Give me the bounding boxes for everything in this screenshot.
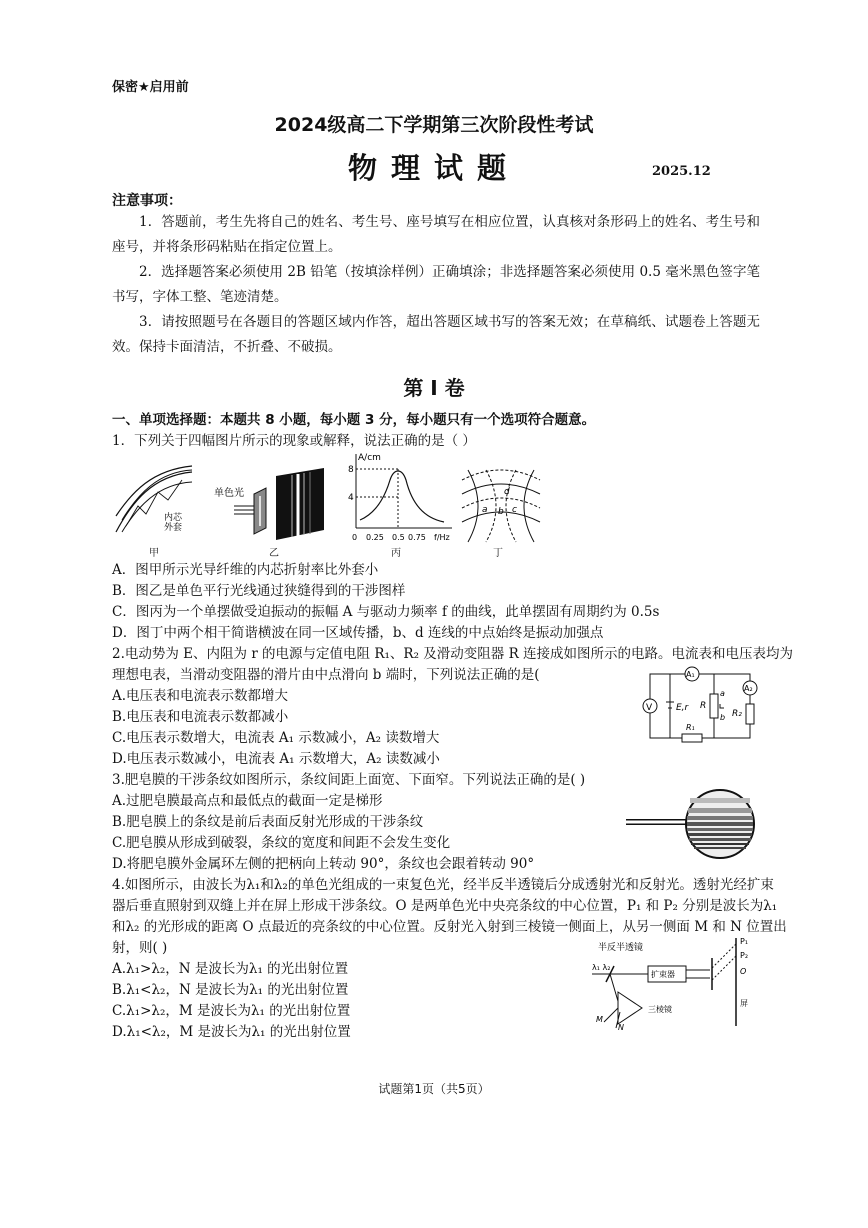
notice-item-3: 3．请按照题号在各题目的答题区域内作答，超出答题区域书写的答案无效；在草稿纸、试题卷上答题无效。保持卡面清洁，不折叠、不破损。	[112, 314, 760, 355]
r1-label: R₁	[686, 723, 695, 732]
screen-label: 屏	[740, 999, 748, 1008]
q1-option-c: C．图丙为一个单摆做受迫振动的振幅 A 与驱动力频率 f 的曲线，此单摆固有周期约为 0.5s	[112, 604, 660, 620]
circuit-diagram	[636, 664, 762, 748]
fig-label-ding: 丁	[493, 548, 503, 559]
q3-option-a: A.过肥皂膜最高点和最低点的截面一定是梯形	[112, 793, 383, 809]
q3-option-d: D.将肥皂膜外金属环左侧的把柄向上转动 90°，条纹也会跟着转动 90°	[112, 856, 535, 872]
point-d: d	[504, 487, 510, 497]
tick-4: 4	[348, 493, 354, 503]
tick-0: 0	[352, 533, 358, 542]
optics-setup-figure	[592, 936, 762, 1030]
p1-label: P₁	[740, 937, 749, 946]
ammeter-a1-label: A₁	[686, 670, 695, 679]
q4-stem-line2: 器后垂直照射到双缝上并在屏上形成干涉条纹。O 是两单色光中央亮条纹的中心位置，P₁ 和 P₂ 分别是波长为λ₁	[112, 898, 778, 914]
q1-stem: 1．下列关于四幅图片所示的现象或解释，说法正确的是（ ）	[112, 433, 476, 449]
source-label: E,r	[676, 703, 689, 713]
expander-label: 扩束器	[651, 970, 675, 979]
p2-label: P₂	[740, 951, 749, 960]
outer-cladding-label: 外套	[164, 523, 183, 533]
notice-item-1: 1．答题前，考生先将自己的姓名、考生号、座号填写在相应位置，认真核对条形码上的姓名、考生号和座号，并将条形码粘贴在指定位置上。	[112, 214, 760, 255]
q4-option-d: D.λ₁<λ₂，M 是波长为λ₁ 的光出射位置	[112, 1024, 351, 1040]
slit-figure	[214, 466, 330, 546]
amplitude-axis-label: A/cm	[358, 453, 381, 463]
q3-option-c: C.肥皂膜从形成到破裂，条纹的宽度和间距不会发生变化	[112, 835, 451, 851]
freq-axis-label: f/Hz	[434, 533, 450, 542]
exam-title: 2024级高二下学期第三次阶段性考试	[274, 114, 594, 136]
fig-label-yi: 乙	[269, 548, 279, 559]
q4-stem-line4: 射，则( )	[112, 940, 168, 956]
r2-label: R₂	[732, 709, 742, 719]
point-c: c	[512, 505, 517, 515]
q2-option-c: C.电压表示数增大，电流表 A₁ 示数减小，A₂ 读数增大	[112, 730, 440, 746]
q4-option-b: B.λ₁<λ₂，N 是波长为λ₁ 的光出射位置	[112, 982, 349, 998]
tick-025: 0.25	[366, 533, 384, 542]
page-footer: 试题第1页（共5页）	[378, 1082, 490, 1096]
q1-option-b: B．图乙是单色平行光线通过狭缝得到的干涉图样	[112, 583, 406, 599]
fiber-figure	[112, 462, 196, 542]
fig-label-jia: 甲	[149, 548, 159, 559]
q3-option-b: B.肥皂膜上的条纹是前后表面反射光形成的干涉条纹	[112, 814, 424, 830]
resonance-chart	[340, 450, 456, 544]
q2-option-d: D.电压表示数减小，电流表 A₁ 示数增大，A₂ 读数减小	[112, 751, 440, 767]
q2-stem-line2: 理想电表，当滑动变阻器的滑片由中点滑向 b 端时，下列说法正确的是(	[112, 667, 540, 683]
point-b: b	[498, 507, 504, 517]
section-heading: 一、单项选择题：本题共 8 小题，每小题 3 分，每小题只有一个选项符合题意。	[112, 412, 596, 428]
n-label: N	[618, 1023, 624, 1030]
q2-option-a: A.电压表和电流表示数都增大	[112, 688, 289, 704]
q4-stem-line3: 和λ₂ 的光形成的距离 O 点最近的亮条纹的中心位置。反射光入射到三棱镜一侧面上，从另一侧面 M 和 N 位置出	[112, 919, 787, 935]
exam-date: 2025.12	[652, 164, 711, 179]
half-mirror-label: 半反半透镜	[598, 943, 644, 953]
notice-item-2: 2．选择题答案必须使用 2B 铅笔（按填涂样例）正确填涂；非选择题答案必须使用 0.5 毫米黑色签字笔书写，字体工整、笔迹清楚。	[112, 264, 760, 305]
q1-option-d: D．图丁中两个相干简谐横波在同一区域传播，b、d 连线的中点始终是振动加强点	[112, 625, 604, 641]
end-a-label: a	[720, 689, 725, 698]
point-a: a	[482, 505, 488, 515]
inner-core-label: 内芯	[164, 513, 183, 523]
end-b-label: b	[720, 713, 726, 722]
mono-light-label: 单色光	[214, 488, 244, 499]
rheostat-label: R	[700, 701, 707, 711]
q2-option-b: B.电压表和电流表示数都减小	[112, 709, 289, 725]
notice-heading: 注意事项：	[112, 193, 182, 209]
interference-figure	[458, 466, 544, 544]
q3-stem: 3.肥皂膜的干涉条纹如图所示，条纹间距上面宽、下面窄。下列说法正确的是( )	[112, 772, 586, 788]
tick-8: 8	[348, 465, 354, 475]
q2-stem-line1: 2.电动势为 E、内阻为 r 的电源与定值电阻 R₁、R₂ 及滑动变阻器 R 连接成如图所示的电路。电流表和电压表均为	[112, 646, 794, 662]
fig-label-bing: 丙	[391, 548, 401, 559]
soap-film-figure	[624, 788, 760, 860]
q4-stem-line1: 4.如图所示，由波长为λ₁和λ₂的单色光组成的一束复色光，经半反半透镜后分成透射光和反射光。透射光经扩束	[112, 877, 774, 893]
voltmeter-label: V	[646, 703, 653, 713]
prism-label: 三棱镜	[648, 1005, 672, 1014]
ammeter-a2-label: A₂	[744, 684, 753, 693]
confidential-mark: 保密★启用前	[112, 80, 189, 95]
o-label: O	[740, 967, 747, 976]
lambda-label: λ₁ λ₂	[592, 963, 611, 972]
tick-075: 0.75	[408, 533, 426, 542]
q1-option-a: A．图甲所示光导纤维的内芯折射率比外套小	[112, 562, 379, 578]
subject-title: 物理试题	[347, 151, 520, 185]
q4-option-c: C.λ₁>λ₂，M 是波长为λ₁ 的光出射位置	[112, 1003, 351, 1019]
q4-option-a: A.λ₁>λ₂，N 是波长为λ₁ 的光出射位置	[112, 961, 349, 977]
tick-05: 0.5	[392, 533, 405, 542]
m-label: M	[596, 1015, 603, 1024]
volume-heading: 第 I 卷	[403, 376, 465, 400]
